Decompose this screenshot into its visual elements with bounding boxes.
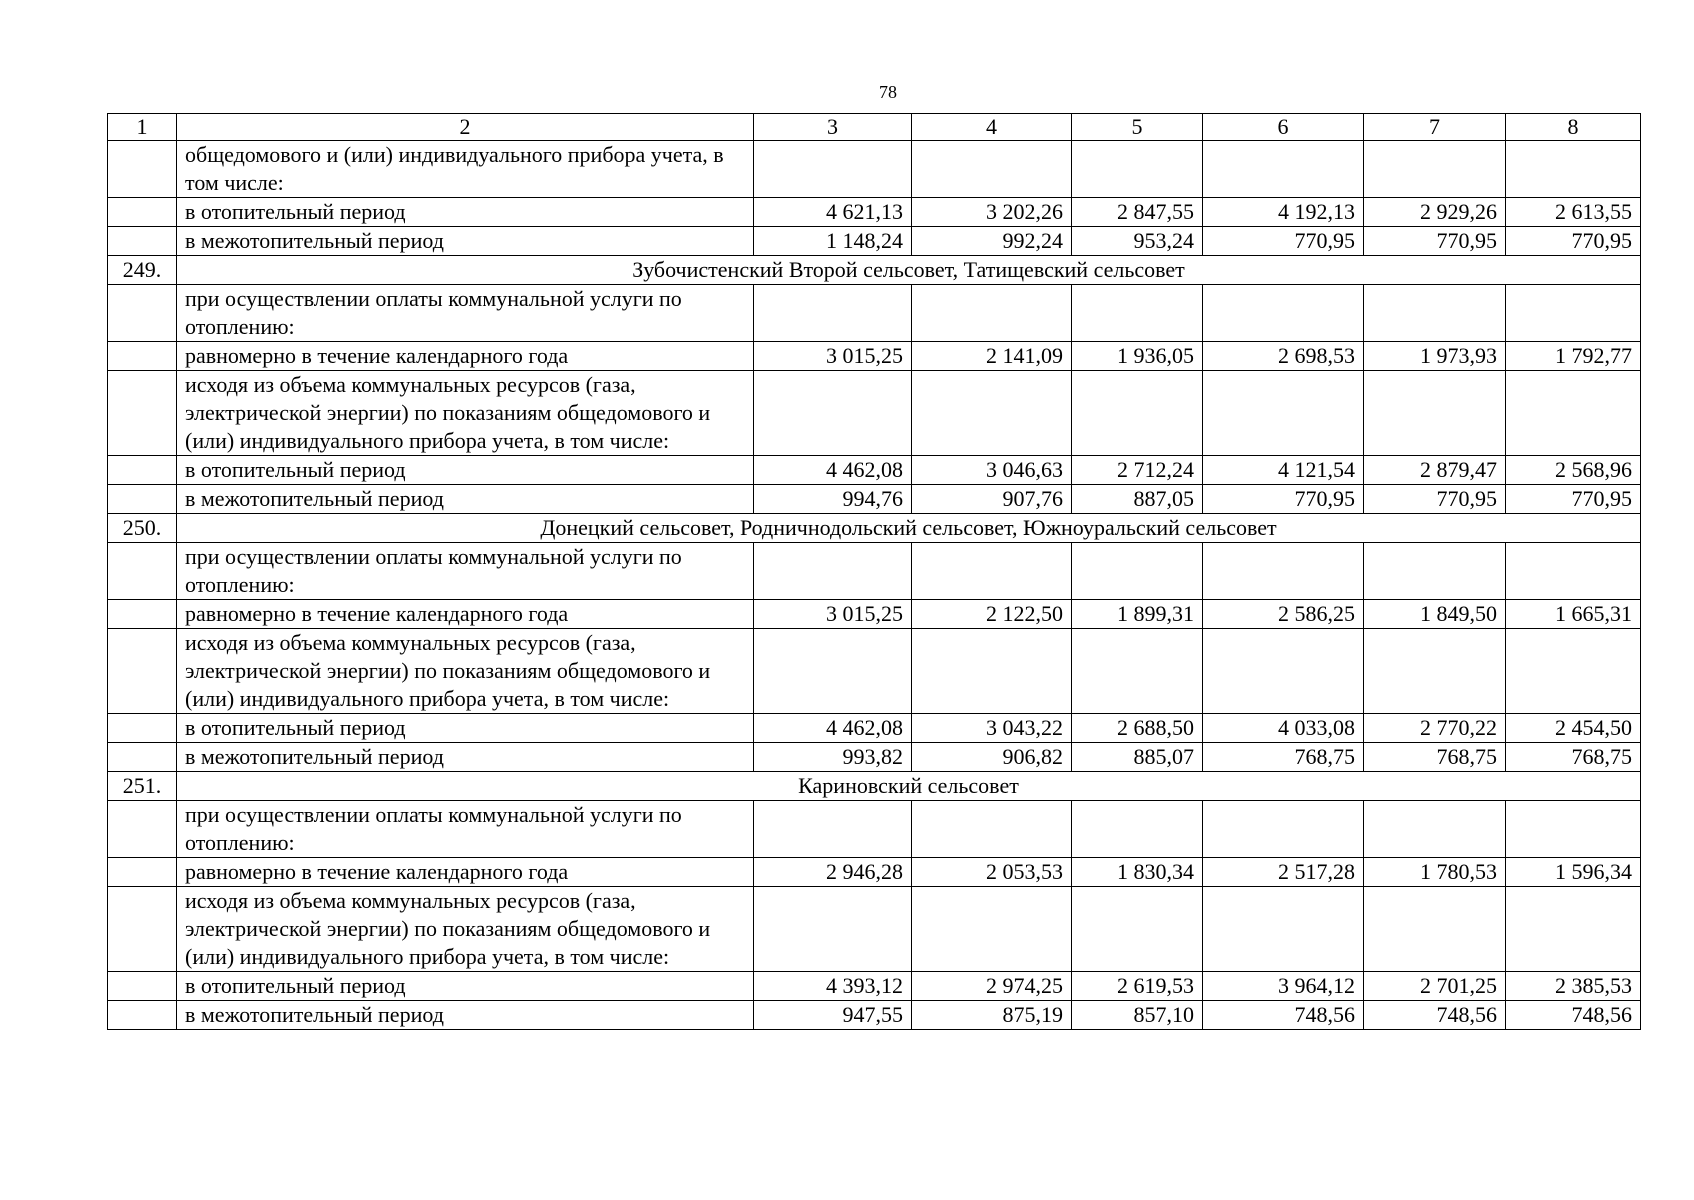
value-cell: 1 849,50: [1364, 600, 1506, 629]
value-cell: 4 462,08: [754, 714, 912, 743]
row-number: [108, 629, 177, 714]
value-cell: 2 929,26: [1364, 198, 1506, 227]
table-row: [108, 543, 1641, 600]
value-cell: [1072, 141, 1203, 198]
value-cell: [754, 141, 912, 198]
value-cell: [1203, 887, 1364, 972]
table-row: [108, 714, 1641, 743]
value-cell: 3 015,25: [754, 342, 912, 371]
value-cell: 4 121,54: [1203, 456, 1364, 485]
row-label: в отопительный период: [177, 198, 754, 227]
value-cell: [912, 629, 1072, 714]
value-cell: [754, 801, 912, 858]
value-cell: [1506, 543, 1641, 600]
value-cell: 887,05: [1072, 485, 1203, 514]
column-number: 8: [1506, 114, 1641, 141]
table-row: [108, 972, 1641, 1001]
column-number: 3: [754, 114, 912, 141]
value-cell: [1072, 887, 1203, 972]
value-cell: 885,07: [1072, 743, 1203, 772]
value-cell: 1 148,24: [754, 227, 912, 256]
section-title: Донецкий сельсовет, Родничнодольский сельсовет, Южноуральский сельсовет: [177, 514, 1641, 543]
column-number: 7: [1364, 114, 1506, 141]
column-number: 6: [1203, 114, 1364, 141]
value-cell: [1506, 887, 1641, 972]
value-cell: [1364, 887, 1506, 972]
value-cell: [754, 887, 912, 972]
table-row: [108, 858, 1641, 887]
row-label: в межотопительный период: [177, 227, 754, 256]
value-cell: [1203, 629, 1364, 714]
section-number: 249.: [108, 256, 177, 285]
table-row: [108, 456, 1641, 485]
table-row: [108, 600, 1641, 629]
value-cell: 1 899,31: [1072, 600, 1203, 629]
row-label: в отопительный период: [177, 972, 754, 1001]
value-cell: [912, 141, 1072, 198]
value-cell: 2 454,50: [1506, 714, 1641, 743]
value-cell: 953,24: [1072, 227, 1203, 256]
value-cell: 2 974,25: [912, 972, 1072, 1001]
value-cell: [754, 543, 912, 600]
row-number: [108, 543, 177, 600]
value-cell: 857,10: [1072, 1001, 1203, 1030]
value-cell: [1072, 543, 1203, 600]
value-cell: 2 385,53: [1506, 972, 1641, 1001]
row-number: [108, 371, 177, 456]
table-row: [108, 371, 1641, 456]
value-cell: [1506, 141, 1641, 198]
table-row: [108, 485, 1641, 514]
row-number: [108, 858, 177, 887]
value-cell: [1203, 371, 1364, 456]
page-number: 78: [879, 82, 897, 102]
value-cell: 1 665,31: [1506, 600, 1641, 629]
column-number: 5: [1072, 114, 1203, 141]
row-label: исходя из объема коммунальных ресурсов (газа, электрической энергии) по показаниям общедомового и (или) индивидуального прибора учета, в том числе:: [177, 887, 754, 972]
value-cell: 770,95: [1506, 485, 1641, 514]
table-row: [108, 629, 1641, 714]
row-number: [108, 801, 177, 858]
value-cell: 1 973,93: [1364, 342, 1506, 371]
row-label: в отопительный период: [177, 456, 754, 485]
value-cell: [912, 801, 1072, 858]
row-label: равномерно в течение календарного года: [177, 342, 754, 371]
column-number-row: [108, 114, 1641, 141]
value-cell: 2 701,25: [1364, 972, 1506, 1001]
value-cell: [912, 887, 1072, 972]
value-cell: [1072, 801, 1203, 858]
row-number: [108, 972, 177, 1001]
row-label: равномерно в течение календарного года: [177, 858, 754, 887]
value-cell: 947,55: [754, 1001, 912, 1030]
value-cell: [1506, 801, 1641, 858]
row-label: в межотопительный период: [177, 1001, 754, 1030]
section-number: 250.: [108, 514, 177, 543]
value-cell: [1203, 801, 1364, 858]
row-number: [108, 456, 177, 485]
value-cell: [1364, 141, 1506, 198]
value-cell: 2 141,09: [912, 342, 1072, 371]
row-label: исходя из объема коммунальных ресурсов (газа, электрической энергии) по показаниям общедомового и (или) индивидуального прибора учета, в том числе:: [177, 629, 754, 714]
value-cell: [1203, 141, 1364, 198]
value-cell: [912, 285, 1072, 342]
section-row: [108, 514, 1641, 543]
table-row: [108, 342, 1641, 371]
value-cell: 770,95: [1364, 227, 1506, 256]
value-cell: [1203, 285, 1364, 342]
value-cell: [1364, 629, 1506, 714]
row-number: [108, 141, 177, 198]
value-cell: [1072, 285, 1203, 342]
value-cell: 1 936,05: [1072, 342, 1203, 371]
value-cell: [754, 285, 912, 342]
value-cell: [912, 371, 1072, 456]
value-cell: 2 619,53: [1072, 972, 1203, 1001]
value-cell: 2 613,55: [1506, 198, 1641, 227]
row-number: [108, 600, 177, 629]
table-row: [108, 198, 1641, 227]
section-row: [108, 256, 1641, 285]
value-cell: 770,95: [1506, 227, 1641, 256]
value-cell: 994,76: [754, 485, 912, 514]
value-cell: [1364, 543, 1506, 600]
value-cell: 770,95: [1203, 485, 1364, 514]
value-cell: 4 033,08: [1203, 714, 1364, 743]
value-cell: 748,56: [1364, 1001, 1506, 1030]
value-cell: 768,75: [1203, 743, 1364, 772]
value-cell: [1072, 629, 1203, 714]
value-cell: 992,24: [912, 227, 1072, 256]
table-row: [108, 887, 1641, 972]
value-cell: 2 712,24: [1072, 456, 1203, 485]
value-cell: 1 780,53: [1364, 858, 1506, 887]
value-cell: [1072, 371, 1203, 456]
value-cell: 1 792,77: [1506, 342, 1641, 371]
value-cell: 770,95: [1364, 485, 1506, 514]
value-cell: [754, 629, 912, 714]
value-cell: 3 046,63: [912, 456, 1072, 485]
row-label: равномерно в течение календарного года: [177, 600, 754, 629]
row-label: в межотопительный период: [177, 485, 754, 514]
row-number: [108, 198, 177, 227]
value-cell: 2 879,47: [1364, 456, 1506, 485]
value-cell: 748,56: [1203, 1001, 1364, 1030]
tariff-table: [107, 113, 1641, 1030]
value-cell: [754, 371, 912, 456]
row-number: [108, 285, 177, 342]
table-row: [108, 801, 1641, 858]
value-cell: 4 393,12: [754, 972, 912, 1001]
row-label: при осуществлении оплаты коммунальной услуги по отоплению:: [177, 285, 754, 342]
value-cell: 875,19: [912, 1001, 1072, 1030]
value-cell: [1506, 371, 1641, 456]
value-cell: 768,75: [1364, 743, 1506, 772]
value-cell: 1 830,34: [1072, 858, 1203, 887]
row-number: [108, 1001, 177, 1030]
value-cell: [1506, 285, 1641, 342]
table-row: [108, 743, 1641, 772]
value-cell: 993,82: [754, 743, 912, 772]
value-cell: 907,76: [912, 485, 1072, 514]
row-number: [108, 485, 177, 514]
value-cell: [1506, 629, 1641, 714]
section-title: Кариновский сельсовет: [177, 772, 1641, 801]
value-cell: 2 946,28: [754, 858, 912, 887]
value-cell: [1364, 285, 1506, 342]
row-label: при осуществлении оплаты коммунальной услуги по отоплению:: [177, 801, 754, 858]
value-cell: [1364, 801, 1506, 858]
row-label: общедомового и (или) индивидуального прибора учета, в том числе:: [177, 141, 754, 198]
column-number: 4: [912, 114, 1072, 141]
value-cell: 906,82: [912, 743, 1072, 772]
value-cell: 748,56: [1506, 1001, 1641, 1030]
table-row: [108, 285, 1641, 342]
value-cell: 2 517,28: [1203, 858, 1364, 887]
section-title: Зубочистенский Второй сельсовет, Татищевский сельсовет: [177, 256, 1641, 285]
table-row: [108, 141, 1641, 198]
value-cell: 2 688,50: [1072, 714, 1203, 743]
table-row: [108, 1001, 1641, 1030]
table-row: [108, 227, 1641, 256]
row-number: [108, 887, 177, 972]
value-cell: 3 015,25: [754, 600, 912, 629]
value-cell: 2 586,25: [1203, 600, 1364, 629]
column-number: 2: [177, 114, 754, 141]
value-cell: [912, 543, 1072, 600]
section-number: 251.: [108, 772, 177, 801]
value-cell: 3 964,12: [1203, 972, 1364, 1001]
value-cell: 2 770,22: [1364, 714, 1506, 743]
value-cell: 2 122,50: [912, 600, 1072, 629]
value-cell: 4 462,08: [754, 456, 912, 485]
row-number: [108, 342, 177, 371]
value-cell: 1 596,34: [1506, 858, 1641, 887]
row-label: при осуществлении оплаты коммунальной услуги по отоплению:: [177, 543, 754, 600]
value-cell: 4 621,13: [754, 198, 912, 227]
row-label: исходя из объема коммунальных ресурсов (газа, электрической энергии) по показаниям общедомового и (или) индивидуального прибора учета, в том числе:: [177, 371, 754, 456]
section-row: [108, 772, 1641, 801]
value-cell: 2 053,53: [912, 858, 1072, 887]
value-cell: 770,95: [1203, 227, 1364, 256]
column-number: 1: [108, 114, 177, 141]
row-number: [108, 743, 177, 772]
row-label: в межотопительный период: [177, 743, 754, 772]
value-cell: 3 202,26: [912, 198, 1072, 227]
value-cell: 2 568,96: [1506, 456, 1641, 485]
value-cell: 2 847,55: [1072, 198, 1203, 227]
value-cell: 4 192,13: [1203, 198, 1364, 227]
row-number: [108, 227, 177, 256]
value-cell: [1364, 371, 1506, 456]
row-number: [108, 714, 177, 743]
value-cell: 3 043,22: [912, 714, 1072, 743]
value-cell: 768,75: [1506, 743, 1641, 772]
row-label: в отопительный период: [177, 714, 754, 743]
value-cell: [1203, 543, 1364, 600]
value-cell: 2 698,53: [1203, 342, 1364, 371]
